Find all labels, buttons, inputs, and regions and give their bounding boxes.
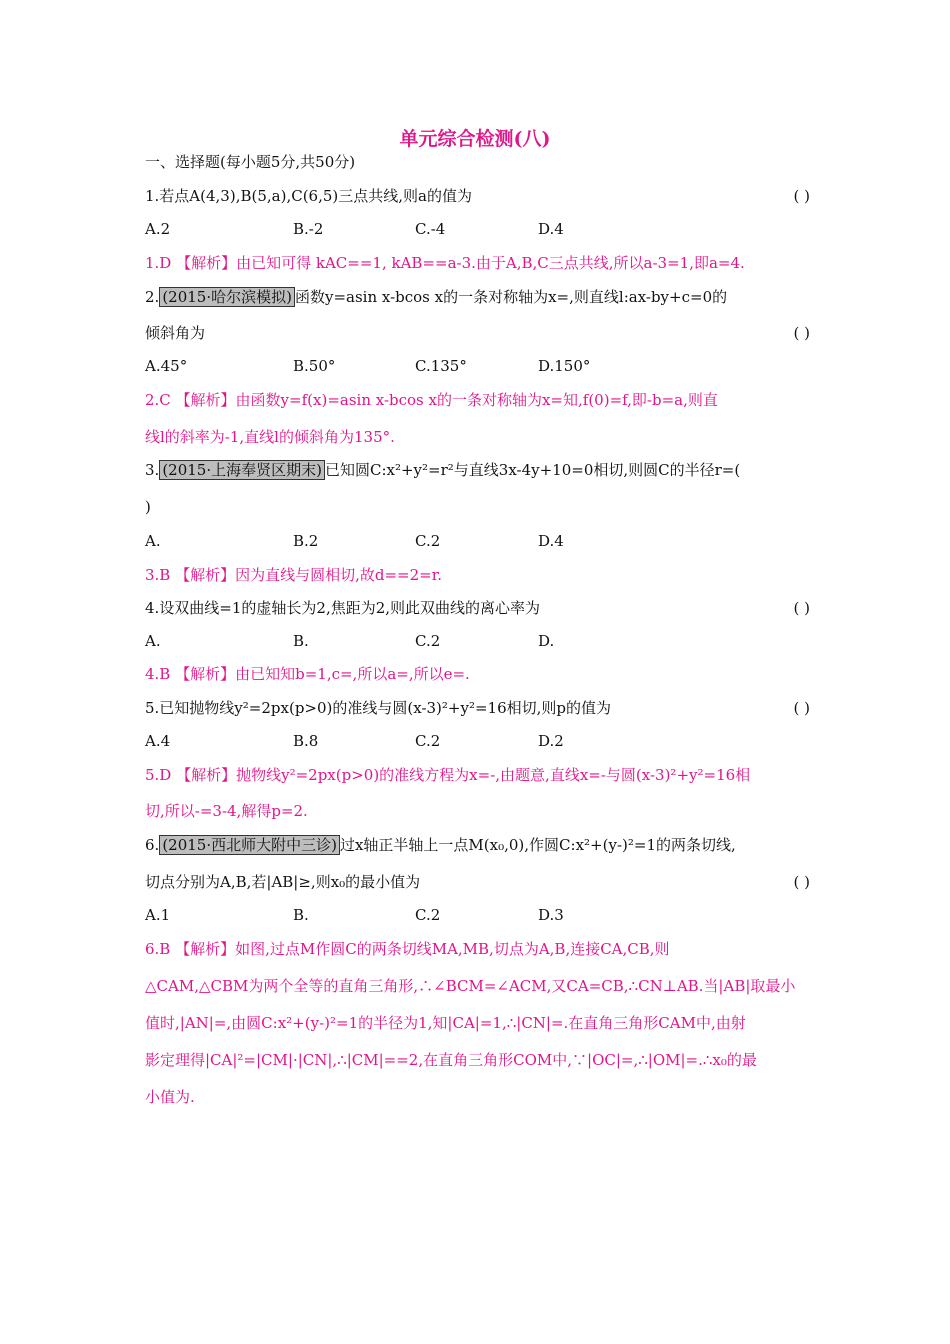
section-heading: 一、选择题(每小题5分,共50分) — [145, 153, 356, 171]
question-5-options — [145, 732, 810, 752]
option-d: D.4 — [538, 220, 564, 238]
question-4-text: 4.设双曲线=1的虚轴长为2,焦距为2,则此双曲线的离心率为 — [145, 599, 541, 617]
answer-5-cont: 切,所以-=3-4,解得p=2. — [145, 802, 308, 820]
option-a: A. — [145, 632, 161, 650]
answer-3: 3.B 【解析】因为直线与圆相切,故d==2=r. — [145, 566, 443, 584]
answer-5: 5.D 【解析】抛物线y²=2px(p>0)的准线方程为x=-,由题意,直线x=-与圆(x-3)²+y²=16相 — [145, 766, 751, 784]
question-6-cont — [145, 872, 810, 892]
option-b: B.-2 — [293, 220, 324, 238]
option-d: D.3 — [538, 906, 564, 924]
option-a: A.4 — [145, 732, 171, 750]
option-c: C.2 — [415, 732, 441, 750]
question-1 — [145, 186, 810, 206]
question-3-cont: ) — [145, 498, 151, 516]
option-c: C.2 — [415, 632, 441, 650]
question-4-options — [145, 632, 810, 652]
question-2-cont — [145, 323, 810, 343]
answer-1: 1.D 【解析】由已知可得 kAC==1, kAB==a-3.由于A,B,C三点共线,所以a-3=1,即a=4. — [145, 254, 745, 272]
option-d: D.150° — [538, 357, 591, 375]
option-b: B. — [293, 632, 309, 650]
answer-bracket: ( ) — [793, 324, 810, 342]
question-2-options — [145, 357, 810, 377]
answer-6-cont-4: 小值为. — [145, 1088, 195, 1106]
question-3-options — [145, 532, 810, 552]
answer-bracket: ( ) — [793, 599, 810, 617]
answer-2: 2.C 【解析】由函数y=f(x)=asin x-bcos x的一条对称轴为x=知,f(0)=f,即-b=a,则直 — [145, 391, 718, 409]
answer-bracket: ( ) — [793, 873, 810, 891]
option-c: C.2 — [415, 532, 441, 550]
page-title: 单元综合检测(八) — [399, 128, 551, 150]
source-tag: (2015·上海奉贤区期末) — [159, 460, 325, 480]
question-3: 3. (2015·上海奉贤区期末) 已知圆C:x²+y²=r²与直线3x-4y+10=0相切,则圆C的半径r=( — [145, 461, 741, 479]
option-b: B.2 — [293, 532, 319, 550]
question-3-text: 已知圆C:x²+y²=r²与直线3x-4y+10=0相切,则圆C的半径r=( — [324, 461, 741, 479]
question-5 — [145, 698, 810, 718]
option-c: C.2 — [415, 906, 441, 924]
option-a: A. — [145, 532, 161, 550]
question-5-text: 5.已知抛物线y²=2px(p>0)的准线与圆(x-3)²+y²=16相切,则p的值为 — [145, 699, 611, 717]
question-6-text: 过x轴正半轴上一点M(x₀,0),作圆C:x²+(y-)²=1的两条切线, — [339, 836, 736, 854]
option-c: C.-4 — [415, 220, 446, 238]
option-a: A.1 — [145, 906, 171, 924]
option-a: A.45° — [145, 357, 188, 375]
question-1-options — [145, 220, 810, 240]
answer-bracket: ( ) — [793, 187, 810, 205]
question-6-text-2: 切点分别为A,B,若|AB|≥,则x₀的最小值为 — [145, 873, 421, 891]
option-d: D.4 — [538, 532, 564, 550]
answer-6: 6.B 【解析】如图,过点M作圆C的两条切线MA,MB,切点为A,B,连接CA,CB,则 — [145, 940, 670, 958]
option-c: C.135° — [415, 357, 467, 375]
option-d: D.2 — [538, 732, 564, 750]
option-b: B.50° — [293, 357, 336, 375]
answer-2-cont: 线l的斜率为-1,直线l的倾斜角为135°. — [145, 428, 395, 446]
question-1-text: 1.若点A(4,3),B(5,a),C(6,5)三点共线,则a的值为 — [145, 187, 472, 205]
answer-bracket: ( ) — [793, 699, 810, 717]
question-4 — [145, 598, 810, 618]
question-6: 6. (2015·西北师大附中三诊) 过x轴正半轴上一点M(x₀,0),作圆C:x²+(y-)²=1的两条切线, — [145, 836, 736, 854]
source-tag: (2015·哈尔滨模拟) — [159, 287, 295, 307]
question-6-options — [145, 906, 810, 926]
option-a: A.2 — [145, 220, 171, 238]
source-tag: (2015·西北师大附中三诊) — [159, 835, 340, 855]
option-d: D. — [538, 632, 555, 650]
question-2: 2. (2015·哈尔滨模拟) 函数y=asin x-bcos x的一条对称轴为x=,则直线l:ax-by+c=0的 — [145, 288, 728, 306]
question-2-text-2: 倾斜角为 — [145, 324, 206, 342]
answer-6-cont-3: 影定理得|CA|²=|CM|·|CN|,∴|CM|==2,在直角三角形COM中,∵|OC|=,∴|OM|=.∴x₀的最 — [145, 1051, 757, 1069]
answer-6-cont-1: △CAM,△CBM为两个全等的直角三角形,∴∠BCM=∠ACM,又CA=CB,∴CN⊥AB.当|AB|取最小 — [145, 977, 796, 995]
answer-6-cont-2: 值时,|AN|=,由圆C:x²+(y-)²=1的半径为1,知|CA|=1,∴|CN|=.在直角三角形CAM中,由射 — [145, 1014, 746, 1032]
answer-4: 4.B 【解析】由已知知b=1,c=,所以a=,所以e=. — [145, 665, 470, 683]
option-b: B.8 — [293, 732, 319, 750]
option-b: B. — [293, 906, 309, 924]
question-2-text: 函数y=asin x-bcos x的一条对称轴为x=,则直线l:ax-by+c=0的 — [294, 288, 728, 306]
